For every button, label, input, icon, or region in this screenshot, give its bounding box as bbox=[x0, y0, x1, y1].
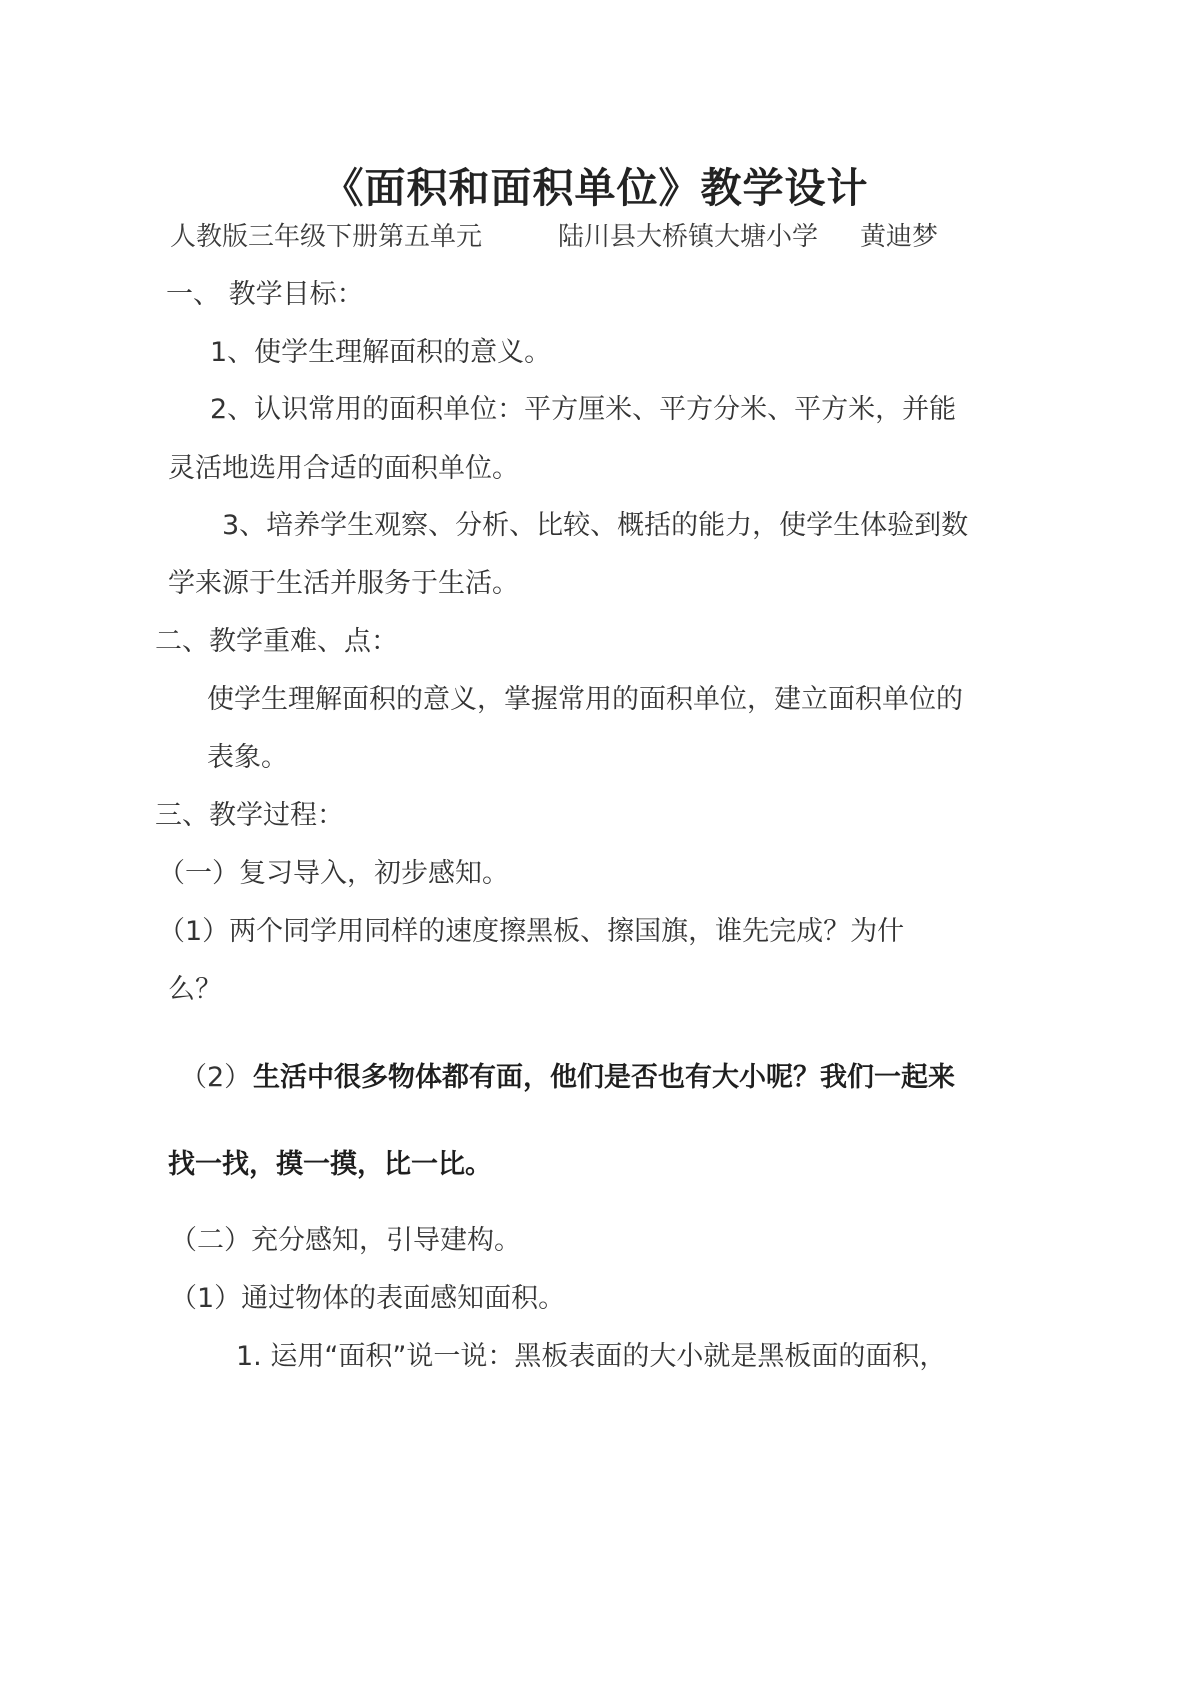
objective-3-line-1: 3、培养学生观察、分析、比较、概括的能力，使学生体验到数 bbox=[222, 510, 969, 541]
question-1-line-2: 么？ bbox=[168, 974, 222, 1005]
textbook-edition: 人教版三年级下册第五单元 bbox=[170, 222, 483, 252]
author-name: 黄迪梦 bbox=[860, 222, 939, 252]
sub-point-1: （1）通过物体的表面感知面积。 bbox=[170, 1283, 566, 1314]
question-1-line-1: （1）两个同学用同样的速度擦黑板、擦国旗，谁先完成？为什 bbox=[158, 916, 905, 947]
objective-2-line-2: 灵活地选用合适的面积单位。 bbox=[168, 453, 519, 484]
section-heading-key-points: 二、教学重难、点： bbox=[155, 626, 398, 657]
section-heading-process: 三、教学过程： bbox=[155, 800, 344, 831]
objective-2-line-1: 2、认识常用的面积单位：平方厘米、平方分米、平方米，并能 bbox=[210, 394, 957, 425]
objective-1: 1、使学生理解面积的意义。 bbox=[210, 337, 552, 368]
school-name: 陆川县大桥镇大塘小学 bbox=[558, 222, 819, 252]
section-heading-objectives: 一、 教学目标： bbox=[166, 279, 364, 310]
activity-point-1: 1. 运用“面积”说一说：黑板表面的大小就是黑板面的面积， bbox=[236, 1341, 947, 1372]
question-2-line-1: 生活中很多物体都有面，他们是否也有大小呢？我们一起来 bbox=[253, 1062, 955, 1093]
part-1-heading: （一）复习导入，初步感知。 bbox=[158, 858, 509, 889]
part-2-heading: （二）充分感知，引导建构。 bbox=[170, 1225, 521, 1256]
question-2-number: （2） bbox=[180, 1062, 252, 1093]
key-points-line-2: 表象。 bbox=[207, 742, 288, 773]
key-points-line-1: 使学生理解面积的意义，掌握常用的面积单位，建立面积单位的 bbox=[207, 684, 963, 715]
question-2-line-2: 找一找，摸一摸，比一比。 bbox=[168, 1149, 492, 1180]
document-title: 《面积和面积单位》教学设计 bbox=[322, 164, 869, 212]
objective-3-line-2: 学来源于生活并服务于生活。 bbox=[168, 568, 519, 599]
